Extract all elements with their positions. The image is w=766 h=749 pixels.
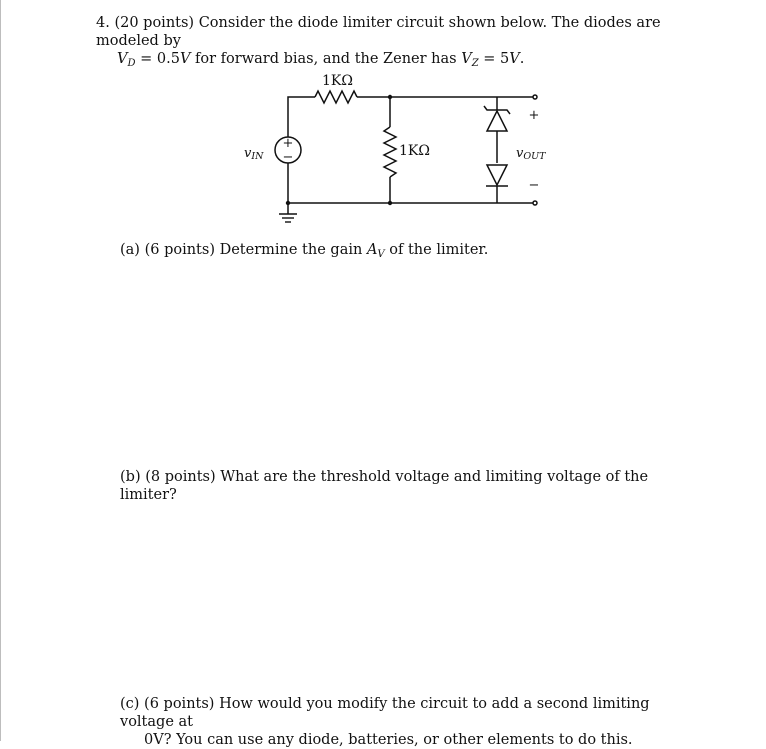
part-a-label: (a)	[120, 242, 140, 258]
vout-label: vOUT	[516, 146, 546, 162]
gain-subscript: V	[377, 249, 385, 260]
part-b	[120, 468, 690, 504]
gain-symbol: A	[366, 242, 378, 258]
part-b-label: (b)	[120, 469, 141, 485]
vout-minus-sign: −	[528, 178, 540, 193]
question-text-1: Consider the diode limiter circuit shown below. The diodes are modeled by	[96, 15, 661, 49]
junction-bottom-r2	[388, 201, 392, 205]
part-c-text-1: How would you modify the circuit to add a second limiting voltage at	[120, 696, 650, 730]
vd-symbol: V	[117, 51, 128, 67]
junction-top	[388, 95, 392, 99]
wire-source-top	[288, 97, 315, 137]
vz-symbol: V	[461, 51, 472, 67]
part-a-text-after: of the limiter.	[389, 242, 489, 258]
vd-unit: V	[179, 51, 191, 67]
question-number: 4.	[96, 15, 110, 31]
part-c-line-1	[120, 695, 690, 731]
vz-unit: V	[509, 51, 520, 67]
question-text-2: for forward bias, and the Zener has	[195, 51, 457, 67]
vout-plus-sign: +	[528, 108, 540, 123]
source-plus-sign: +	[282, 136, 294, 151]
part-c-points: (6 points)	[144, 696, 215, 712]
question-points: (20 points)	[114, 15, 195, 31]
part-c-label: (c)	[120, 696, 140, 712]
vd-subscript: D	[127, 58, 136, 69]
source-minus-sign: −	[282, 150, 294, 165]
vin-label: vIN	[244, 146, 264, 162]
resistor-r1	[315, 91, 357, 103]
part-a-points: (6 points)	[144, 242, 215, 258]
diode-icon	[487, 165, 507, 185]
resistor-r2	[384, 127, 396, 177]
part-a-text-before: Determine the gain	[219, 242, 363, 258]
vz-subscript: Z	[471, 58, 479, 69]
part-a	[120, 241, 690, 264]
part-b-text: What are the threshold voltage and limiting voltage of the limiter?	[120, 469, 649, 503]
r1-label: 1KΩ	[322, 73, 353, 89]
part-b-points: (8 points)	[145, 469, 216, 485]
ground-icon	[279, 214, 297, 222]
output-terminal-bottom	[533, 201, 537, 205]
part-c-line-2: 0V? You can use any diode, batteries, or other elements to do this.	[144, 732, 633, 748]
junction-bottom-source	[286, 201, 290, 205]
vz-value: = 5	[483, 51, 510, 67]
zener-diode-icon	[487, 111, 507, 131]
question-end: .	[519, 51, 525, 67]
r2-label: 1KΩ	[399, 143, 430, 159]
output-terminal-top	[533, 95, 537, 99]
vd-value: = 0.5	[140, 51, 180, 67]
